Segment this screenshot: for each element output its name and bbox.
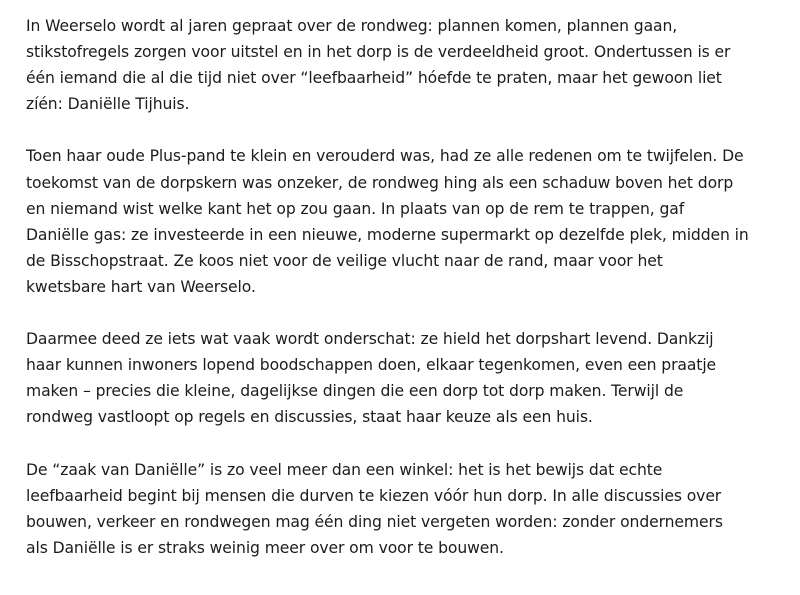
text-line: Daarmee deed ze iets wat vaak wordt onderschat: ze hield het dorpshart levend. Dankzij — [26, 330, 714, 349]
text-line: rondweg vastloopt op regels en discussies, staat haar keuze als een huis. — [26, 408, 593, 427]
text-line: In Weerselo wordt al jaren gepraat over de rondweg: plannen komen, plannen gaan, — [26, 17, 678, 35]
text-line: zíén: Daniëlle Tijhuis. — [26, 95, 190, 114]
paragraph-2 — [26, 143, 780, 300]
paragraph-1 — [26, 13, 780, 117]
paragraph-4 — [26, 457, 780, 561]
text-line: leefbaarheid begint bij mensen die durven te kiezen vóór hun dorp. In alle discussies over — [26, 486, 722, 505]
paragraph-3 — [26, 326, 780, 430]
text-line: maken – precies die kleine, dagelijkse dingen die een dorp tot dorp maken. Terwijl de — [26, 382, 684, 401]
text-line: stikstofregels zorgen voor uitstel en in het dorp is de verdeeldheid groot. Ondertussen is er — [26, 43, 731, 62]
text-line: De “zaak van Daniëlle” is zo veel meer dan een winkel: het is het bewijs dat echte — [26, 460, 663, 479]
text-line: toekomst van de dorpskern was onzeker, de rondweg hing als een schaduw boven het dorp — [26, 173, 734, 192]
text-line: haar kunnen inwoners lopend boodschappen doen, elkaar tegenkomen, even een praatje — [26, 356, 717, 375]
text-line: Daniëlle gas: ze investeerde in een nieuwe, moderne supermarkt op dezelfde plek, midden in — [26, 225, 749, 244]
text-line: één iemand die al die tijd niet over “leefbaarheid” hóefde te praten, maar het gewoon liet — [26, 69, 722, 88]
text-line: Toen haar oude Plus-pand te klein en verouderd was, had ze alle redenen om te twijfelen. De — [26, 147, 744, 166]
text-line: en niemand wist welke kant het op zou gaan. In plaats van op de rem te trappen, gaf — [26, 199, 685, 218]
text-line: de Bisschopstraat. Ze koos niet voor de veilige vlucht naar de rand, maar voor het — [26, 251, 663, 270]
text-line: bouwen, verkeer en rondwegen mag één ding niet vergeten worden: zonder ondernemers — [26, 512, 723, 531]
text-line: kwetsbare hart van Weerselo. — [26, 277, 256, 296]
text-line: als Daniëlle is er straks weinig meer over om voor te bouwen. — [26, 538, 504, 557]
